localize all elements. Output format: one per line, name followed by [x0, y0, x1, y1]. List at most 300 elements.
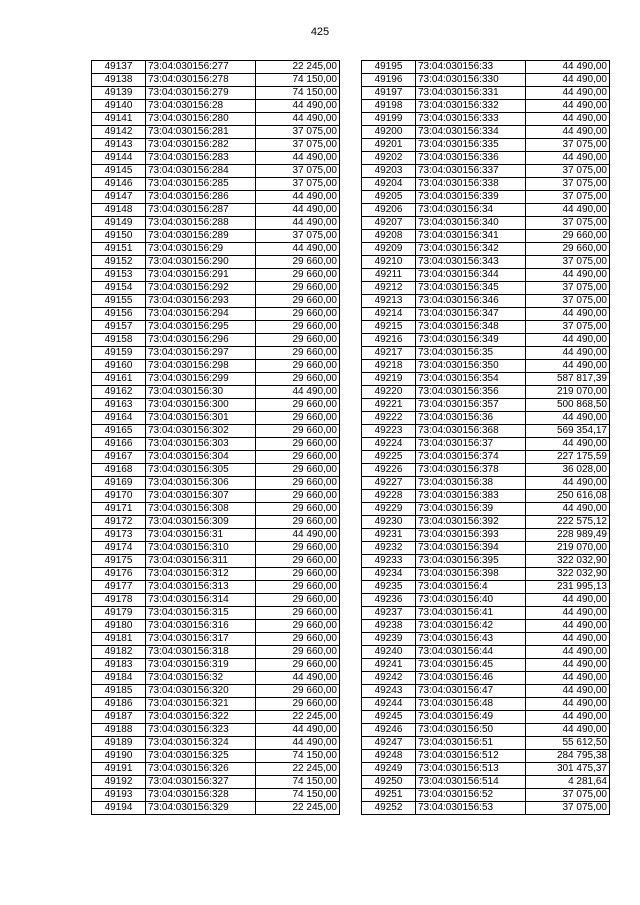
cadastral-number: 73:04:030156:322 [146, 711, 256, 724]
table-row [92, 126, 340, 139]
cadastral-number: 73:04:030156:346 [416, 295, 526, 308]
row-number: 49137 [92, 61, 146, 74]
cadastral-number: 73:04:030156:335 [416, 139, 526, 152]
cadastral-number: 73:04:030156:316 [146, 620, 256, 633]
row-number: 49211 [362, 269, 416, 282]
cadastral-value: 44 490,00 [526, 711, 610, 724]
row-number: 49224 [362, 438, 416, 451]
cadastral-number: 73:04:030156:308 [146, 503, 256, 516]
cadastral-value: 29 660,00 [256, 269, 340, 282]
cadastral-number: 73:04:030156:37 [416, 438, 526, 451]
table-row [92, 789, 340, 802]
cadastral-number: 73:04:030156:43 [416, 633, 526, 646]
row-number: 49200 [362, 126, 416, 139]
row-number: 49236 [362, 594, 416, 607]
cadastral-number: 73:04:030156:310 [146, 542, 256, 555]
row-number: 49186 [92, 698, 146, 711]
cadastral-value: 29 660,00 [256, 503, 340, 516]
cadastral-value: 219 070,00 [526, 386, 610, 399]
cadastral-number: 73:04:030156:337 [416, 165, 526, 178]
cadastral-value: 44 490,00 [526, 100, 610, 113]
cadastral-value: 37 075,00 [526, 256, 610, 269]
row-number: 49213 [362, 295, 416, 308]
table-row [92, 555, 340, 568]
table-row [92, 347, 340, 360]
table-row [362, 334, 610, 347]
row-number: 49196 [362, 74, 416, 87]
table-row [362, 620, 610, 633]
cadastral-value: 29 660,00 [256, 685, 340, 698]
table-row [92, 529, 340, 542]
row-number: 49183 [92, 659, 146, 672]
cadastral-value: 44 490,00 [526, 698, 610, 711]
cadastral-number: 73:04:030156:383 [416, 490, 526, 503]
row-number: 49240 [362, 646, 416, 659]
table-row [362, 451, 610, 464]
row-number: 49160 [92, 360, 146, 373]
cadastral-value: 22 245,00 [256, 763, 340, 776]
table-row [362, 438, 610, 451]
cadastral-number: 73:04:030156:313 [146, 581, 256, 594]
cadastral-value: 37 075,00 [526, 282, 610, 295]
cadastral-number: 73:04:030156:338 [416, 178, 526, 191]
cadastral-value: 29 660,00 [256, 282, 340, 295]
table-row [362, 477, 610, 490]
table-row [362, 594, 610, 607]
cadastral-value: 44 490,00 [526, 269, 610, 282]
cadastral-value: 29 660,00 [256, 659, 340, 672]
row-number: 49194 [92, 802, 146, 815]
row-number: 49141 [92, 113, 146, 126]
cadastral-value: 231 995,13 [526, 581, 610, 594]
cadastral-number: 73:04:030156:332 [416, 100, 526, 113]
table-row [92, 594, 340, 607]
cadastral-number: 73:04:030156:48 [416, 698, 526, 711]
cadastral-value: 44 490,00 [526, 646, 610, 659]
table-row [92, 620, 340, 633]
table-row [362, 581, 610, 594]
row-number: 49203 [362, 165, 416, 178]
table-row [362, 633, 610, 646]
cadastral-value: 37 075,00 [526, 165, 610, 178]
cadastral-number: 73:04:030156:280 [146, 113, 256, 126]
row-number: 49233 [362, 555, 416, 568]
table-row [92, 243, 340, 256]
cadastral-value: 22 245,00 [256, 802, 340, 815]
row-number: 49166 [92, 438, 146, 451]
cadastral-number: 73:04:030156:51 [416, 737, 526, 750]
cadastral-value: 74 150,00 [256, 87, 340, 100]
table-row [92, 321, 340, 334]
cadastral-number: 73:04:030156:314 [146, 594, 256, 607]
cadastral-value: 322 032,90 [526, 568, 610, 581]
cadastral-value: 569 354,17 [526, 425, 610, 438]
cadastral-value: 29 660,00 [256, 360, 340, 373]
row-number: 49228 [362, 490, 416, 503]
row-number: 49174 [92, 542, 146, 555]
cadastral-value: 29 660,00 [256, 581, 340, 594]
cadastral-value: 29 660,00 [256, 594, 340, 607]
cadastral-number: 73:04:030156:347 [416, 308, 526, 321]
table-row [92, 295, 340, 308]
cadastral-number: 73:04:030156:289 [146, 230, 256, 243]
row-number: 49148 [92, 204, 146, 217]
cadastral-value: 29 660,00 [256, 620, 340, 633]
cadastral-number: 73:04:030156:33 [416, 61, 526, 74]
table-row [92, 711, 340, 724]
table-row [92, 503, 340, 516]
table-row [362, 503, 610, 516]
cadastral-number: 73:04:030156:50 [416, 724, 526, 737]
cadastral-number: 73:04:030156:324 [146, 737, 256, 750]
cadastral-number: 73:04:030156:281 [146, 126, 256, 139]
cadastral-number: 73:04:030156:295 [146, 321, 256, 334]
row-number: 49155 [92, 295, 146, 308]
cadastral-value: 29 660,00 [256, 334, 340, 347]
cadastral-value: 37 075,00 [526, 295, 610, 308]
cadastral-number: 73:04:030156:34 [416, 204, 526, 217]
row-number: 49192 [92, 776, 146, 789]
table-row [92, 165, 340, 178]
row-number: 49193 [92, 789, 146, 802]
row-number: 49197 [362, 87, 416, 100]
table-row [92, 139, 340, 152]
cadastral-number: 73:04:030156:40 [416, 594, 526, 607]
cadastral-value: 29 660,00 [256, 646, 340, 659]
cadastral-number: 73:04:030156:357 [416, 399, 526, 412]
row-number: 49225 [362, 451, 416, 464]
cadastral-value: 44 490,00 [526, 672, 610, 685]
table-row [92, 581, 340, 594]
cadastral-value: 44 490,00 [526, 347, 610, 360]
cadastral-number: 73:04:030156:344 [416, 269, 526, 282]
cadastral-value: 219 070,00 [526, 542, 610, 555]
row-number: 49188 [92, 724, 146, 737]
row-number: 49238 [362, 620, 416, 633]
table-row [362, 646, 610, 659]
row-number: 49164 [92, 412, 146, 425]
table-row [362, 282, 610, 295]
row-number: 49146 [92, 178, 146, 191]
row-number: 49212 [362, 282, 416, 295]
table-row [92, 607, 340, 620]
cadastral-number: 73:04:030156:30 [146, 386, 256, 399]
cadastral-value: 44 490,00 [526, 360, 610, 373]
cadastral-value: 29 660,00 [256, 438, 340, 451]
cadastral-number: 73:04:030156:39 [416, 503, 526, 516]
cadastral-number: 73:04:030156:288 [146, 217, 256, 230]
table-row [362, 321, 610, 334]
table-row [92, 750, 340, 763]
cadastral-value: 44 490,00 [256, 529, 340, 542]
table-row [362, 204, 610, 217]
right-table [361, 60, 610, 815]
row-number: 49201 [362, 139, 416, 152]
cadastral-number: 73:04:030156:349 [416, 334, 526, 347]
table-row [92, 308, 340, 321]
cadastral-number: 73:04:030156:293 [146, 295, 256, 308]
cadastral-number: 73:04:030156:303 [146, 438, 256, 451]
cadastral-value: 29 660,00 [256, 425, 340, 438]
cadastral-value: 44 490,00 [526, 503, 610, 516]
table-row [362, 490, 610, 503]
row-number: 49169 [92, 477, 146, 490]
cadastral-value: 37 075,00 [526, 178, 610, 191]
cadastral-number: 73:04:030156:514 [416, 776, 526, 789]
cadastral-number: 73:04:030156:323 [146, 724, 256, 737]
cadastral-number: 73:04:030156:312 [146, 568, 256, 581]
row-number: 49162 [92, 386, 146, 399]
row-number: 49176 [92, 568, 146, 581]
cadastral-value: 22 245,00 [256, 61, 340, 74]
cadastral-value: 37 075,00 [256, 178, 340, 191]
cadastral-number: 73:04:030156:29 [146, 243, 256, 256]
table-row [92, 659, 340, 672]
cadastral-number: 73:04:030156:340 [416, 217, 526, 230]
row-number: 49142 [92, 126, 146, 139]
cadastral-value: 228 989,49 [526, 529, 610, 542]
row-number: 49220 [362, 386, 416, 399]
table-row [92, 542, 340, 555]
row-number: 49241 [362, 659, 416, 672]
cadastral-value: 44 490,00 [256, 191, 340, 204]
table-row [92, 763, 340, 776]
row-number: 49214 [362, 308, 416, 321]
table-row [92, 464, 340, 477]
cadastral-value: 37 075,00 [526, 802, 610, 815]
row-number: 49180 [92, 620, 146, 633]
cadastral-value: 44 490,00 [526, 477, 610, 490]
row-number: 49222 [362, 412, 416, 425]
cadastral-number: 73:04:030156:395 [416, 555, 526, 568]
cadastral-number: 73:04:030156:321 [146, 698, 256, 711]
cadastral-number: 73:04:030156:282 [146, 139, 256, 152]
table-row [92, 490, 340, 503]
cadastral-value: 29 660,00 [256, 568, 340, 581]
cadastral-value: 55 612,50 [526, 737, 610, 750]
row-number: 49168 [92, 464, 146, 477]
table-row [92, 87, 340, 100]
cadastral-value: 29 660,00 [256, 321, 340, 334]
row-number: 49227 [362, 477, 416, 490]
table-row [362, 464, 610, 477]
cadastral-number: 73:04:030156:512 [416, 750, 526, 763]
row-number: 49204 [362, 178, 416, 191]
table-row [362, 802, 610, 815]
cadastral-number: 73:04:030156:47 [416, 685, 526, 698]
cadastral-value: 44 490,00 [526, 87, 610, 100]
cadastral-number: 73:04:030156:513 [416, 763, 526, 776]
row-number: 49195 [362, 61, 416, 74]
table-row [92, 451, 340, 464]
cadastral-value: 29 660,00 [256, 477, 340, 490]
cadastral-number: 73:04:030156:325 [146, 750, 256, 763]
cadastral-number: 73:04:030156:343 [416, 256, 526, 269]
cadastral-value: 74 150,00 [256, 789, 340, 802]
table-row [362, 373, 610, 386]
row-number: 49165 [92, 425, 146, 438]
table-row [92, 282, 340, 295]
cadastral-value: 29 660,00 [256, 373, 340, 386]
cadastral-value: 4 281,64 [526, 776, 610, 789]
row-number: 49185 [92, 685, 146, 698]
table-row [92, 438, 340, 451]
cadastral-value: 500 868,50 [526, 399, 610, 412]
row-number: 49154 [92, 282, 146, 295]
row-number: 49139 [92, 87, 146, 100]
table-row [92, 776, 340, 789]
cadastral-number: 73:04:030156:341 [416, 230, 526, 243]
cadastral-number: 73:04:030156:304 [146, 451, 256, 464]
cadastral-number: 73:04:030156:305 [146, 464, 256, 477]
cadastral-value: 37 075,00 [526, 789, 610, 802]
table-row [92, 256, 340, 269]
row-number: 49182 [92, 646, 146, 659]
cadastral-value: 37 075,00 [526, 217, 610, 230]
row-number: 49149 [92, 217, 146, 230]
cadastral-number: 73:04:030156:35 [416, 347, 526, 360]
cadastral-number: 73:04:030156:356 [416, 386, 526, 399]
table-row [92, 230, 340, 243]
table-row [92, 74, 340, 87]
cadastral-number: 73:04:030156:354 [416, 373, 526, 386]
table-row [362, 347, 610, 360]
row-number: 49187 [92, 711, 146, 724]
cadastral-number: 73:04:030156:393 [416, 529, 526, 542]
cadastral-number: 73:04:030156:31 [146, 529, 256, 542]
row-number: 49244 [362, 698, 416, 711]
row-number: 49205 [362, 191, 416, 204]
table-row [92, 61, 340, 74]
table-row [362, 763, 610, 776]
row-number: 49237 [362, 607, 416, 620]
table-row [92, 191, 340, 204]
table-row [362, 659, 610, 672]
cadastral-value: 44 490,00 [256, 113, 340, 126]
table-row [362, 412, 610, 425]
row-number: 49147 [92, 191, 146, 204]
table-row [92, 425, 340, 438]
table-row [362, 152, 610, 165]
row-number: 49190 [92, 750, 146, 763]
cadastral-value: 29 660,00 [526, 243, 610, 256]
row-number: 49235 [362, 581, 416, 594]
cadastral-number: 73:04:030156:320 [146, 685, 256, 698]
table-row [92, 360, 340, 373]
table-row [362, 269, 610, 282]
cadastral-number: 73:04:030156:286 [146, 191, 256, 204]
row-number: 49175 [92, 555, 146, 568]
cadastral-number: 73:04:030156:301 [146, 412, 256, 425]
row-number: 49251 [362, 789, 416, 802]
left-table [91, 60, 340, 815]
cadastral-value: 37 075,00 [256, 139, 340, 152]
cadastral-value: 29 660,00 [256, 256, 340, 269]
cadastral-number: 73:04:030156:32 [146, 672, 256, 685]
cadastral-number: 73:04:030156:345 [416, 282, 526, 295]
cadastral-value: 29 660,00 [256, 464, 340, 477]
cadastral-number: 73:04:030156:292 [146, 282, 256, 295]
table-row [362, 217, 610, 230]
table-row [362, 126, 610, 139]
cadastral-number: 73:04:030156:287 [146, 204, 256, 217]
table-row [362, 308, 610, 321]
cadastral-number: 73:04:030156:327 [146, 776, 256, 789]
row-number: 49167 [92, 451, 146, 464]
cadastral-number: 73:04:030156:368 [416, 425, 526, 438]
cadastral-number: 73:04:030156:291 [146, 269, 256, 282]
cadastral-number: 73:04:030156:336 [416, 152, 526, 165]
cadastral-value: 74 150,00 [256, 750, 340, 763]
table-row [362, 399, 610, 412]
cadastral-value: 29 660,00 [256, 399, 340, 412]
table-row [92, 334, 340, 347]
cadastral-value: 37 075,00 [526, 191, 610, 204]
table-row [362, 607, 610, 620]
cadastral-value: 44 490,00 [526, 685, 610, 698]
cadastral-value: 44 490,00 [526, 74, 610, 87]
row-number: 49245 [362, 711, 416, 724]
row-number: 49239 [362, 633, 416, 646]
row-number: 49163 [92, 399, 146, 412]
row-number: 49210 [362, 256, 416, 269]
table-row [92, 152, 340, 165]
cadastral-value: 44 490,00 [526, 308, 610, 321]
cadastral-number: 73:04:030156:4 [416, 581, 526, 594]
cadastral-value: 29 660,00 [256, 451, 340, 464]
row-number: 49157 [92, 321, 146, 334]
cadastral-value: 44 490,00 [526, 607, 610, 620]
row-number: 49221 [362, 399, 416, 412]
cadastral-value: 284 795,38 [526, 750, 610, 763]
row-number: 49143 [92, 139, 146, 152]
row-number: 49173 [92, 529, 146, 542]
cadastral-number: 73:04:030156:378 [416, 464, 526, 477]
table-row [362, 425, 610, 438]
cadastral-number: 73:04:030156:311 [146, 555, 256, 568]
cadastral-number: 73:04:030156:328 [146, 789, 256, 802]
row-number: 49230 [362, 516, 416, 529]
table-row [362, 776, 610, 789]
cadastral-number: 73:04:030156:45 [416, 659, 526, 672]
cadastral-value: 322 032,90 [526, 555, 610, 568]
table-row [362, 360, 610, 373]
row-number: 49184 [92, 672, 146, 685]
row-number: 49223 [362, 425, 416, 438]
cadastral-value: 44 490,00 [256, 100, 340, 113]
cadastral-number: 73:04:030156:339 [416, 191, 526, 204]
page-number: 425 [310, 26, 330, 38]
cadastral-number: 73:04:030156:319 [146, 659, 256, 672]
cadastral-value: 250 616,08 [526, 490, 610, 503]
row-number: 49234 [362, 568, 416, 581]
row-number: 49138 [92, 74, 146, 87]
cadastral-value: 227 175,59 [526, 451, 610, 464]
cadastral-number: 73:04:030156:350 [416, 360, 526, 373]
table-row [92, 568, 340, 581]
table-row [362, 789, 610, 802]
cadastral-number: 73:04:030156:306 [146, 477, 256, 490]
row-number: 49178 [92, 594, 146, 607]
table-row [92, 698, 340, 711]
cadastral-number: 73:04:030156:278 [146, 74, 256, 87]
table-row [362, 295, 610, 308]
row-number: 49189 [92, 737, 146, 750]
cadastral-value: 44 490,00 [256, 386, 340, 399]
cadastral-value: 587 817,39 [526, 373, 610, 386]
cadastral-number: 73:04:030156:44 [416, 646, 526, 659]
row-number: 49156 [92, 308, 146, 321]
